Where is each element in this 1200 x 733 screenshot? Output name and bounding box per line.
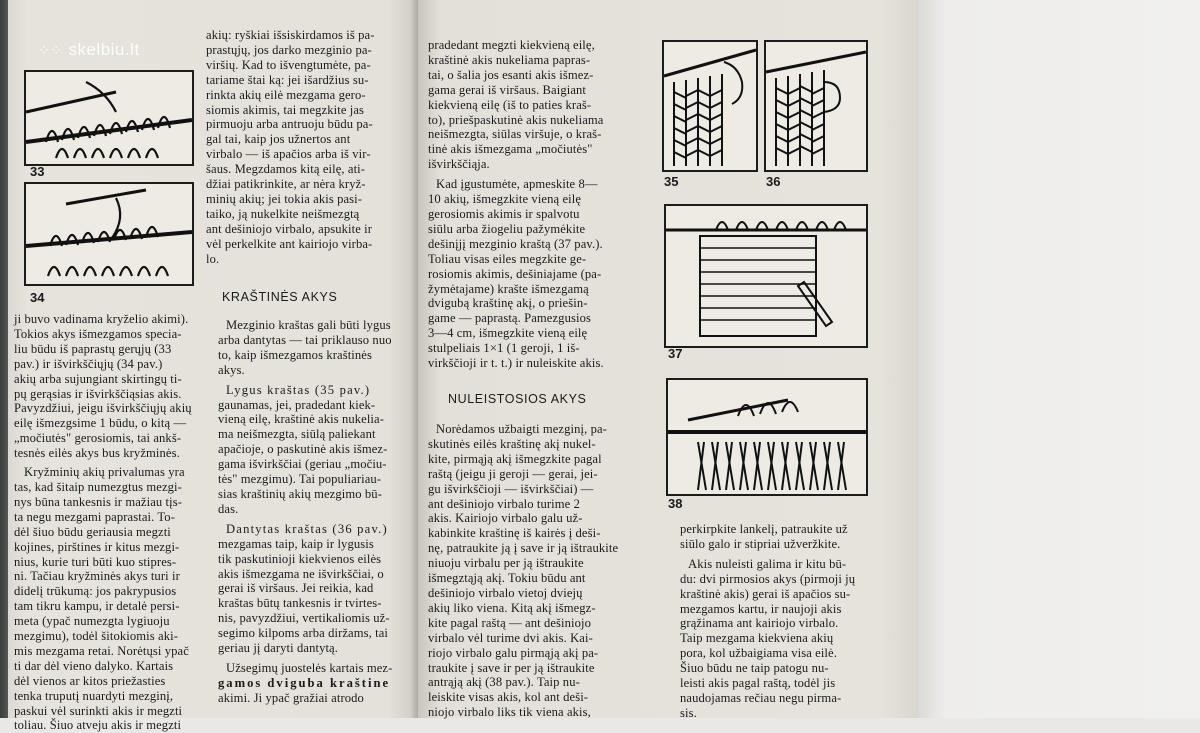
text-line: nę, patraukite ją į save ir ją ištraukite [428, 541, 619, 556]
text-line: paskui vėl surinkti akis ir megzti [14, 703, 183, 718]
text-line: nius, kurie turi būti kuo stipres- [14, 554, 177, 569]
text-line: ant dešiniojo virbalo turime 2 [428, 496, 580, 511]
figure-36 [764, 40, 868, 172]
text-line: arba dantytas — tai priklauso nuo [218, 332, 392, 347]
text-line: liu būdu iš paprastų gerųjų (33 [14, 341, 172, 356]
text-line: pradedant megzti kiekvieną eilę, [428, 38, 595, 52]
text-line: kiekvieną eilę (iš to paties kraš- [428, 97, 592, 112]
text-line: taiko, ją nukelkite neišmezgtą [206, 206, 360, 221]
figure-35-drawing [664, 42, 756, 170]
text-line: akių liko viena. Kitą akį išmegz- [428, 600, 596, 615]
text-line: kraštas būtų tankesnis ir tvirtes- [218, 596, 382, 611]
heading-nuleistosios-akys: NULEISTOSIOS AKYS [448, 392, 587, 406]
figure-38-drawing [668, 380, 866, 494]
text-line: siomis akimis, tai megzkite jas [206, 102, 365, 117]
text-line: Tokios akys išmezgamos specia- [14, 326, 182, 341]
right-column-2-text [680, 522, 904, 721]
left-column-1-text [14, 312, 206, 733]
text-line: sias kraštinių akių mezgimo bū- [218, 486, 382, 501]
text-line: akių arba sujungiant skirtingų ti- [14, 371, 182, 386]
text-line: gu išvirkščioji — išvirkščiai) — [428, 481, 594, 496]
figure-33-number: 33 [30, 164, 45, 179]
left-page [8, 0, 418, 733]
text-line: mis mezgama retai. Norėtųsi ypač [14, 643, 189, 658]
watermark-text: skelbiu.lt [68, 40, 140, 59]
text-line: akis išmezgama ne išvirkščiai, o [218, 566, 384, 581]
text-line: mezgimu), todėl šitokiomis aki- [14, 629, 178, 644]
text-line: nys būna tankesnis ir mažiau tįs- [14, 494, 183, 509]
text-line: tas, kad šitaip numezgtus mezgi- [14, 479, 182, 494]
figure-35-number: 35 [664, 174, 679, 189]
text-line: game — paprastą. Pamezgusios [428, 311, 591, 326]
text-line: šaus. Megzdamos kitą eilę, ati- [206, 162, 366, 177]
text-line: segimo kilpoms arba diržams, tai [218, 626, 389, 641]
text-line: rinkta akių eilė mezgama gero- [206, 87, 366, 102]
text-line: Kryžminių akių privalumas yra [24, 465, 185, 480]
text-line: Pavyzdžiui, jeigu išvirkščiųjų akių [14, 401, 192, 416]
text-line: nis, pavyzdžiui, vertikaliomis už- [218, 611, 390, 626]
text-line: viršių. Kad to išvengtumėte, pa- [206, 57, 371, 72]
text-line: traukite į save ir per ją ištraukite [428, 660, 595, 675]
text-line: virbalo vėl turime dvi akis. Kai- [428, 630, 593, 645]
text-line: vieną eilę, kraštinė akis nukelia- [218, 412, 385, 427]
text-line: stulpeliais 1×1 (1 geroji, 1 iš- [428, 341, 580, 356]
text-line: mezgamos kartu, ir naujoji akis [680, 601, 842, 616]
text-line: ant dešiniojo virbalo, apsukite ir [206, 221, 373, 236]
text-line: lo. [206, 251, 220, 266]
text-line: akys. [218, 362, 245, 377]
text-line: 3—4 cm, išmegzkite vieną eilę [428, 326, 588, 341]
text-line: gerosiomis akimis ir spalvotu [428, 206, 580, 221]
text-line: virkščioji ir t. t.) ir nuleiskite akis. [428, 356, 604, 371]
text-line: raštą (jeigu ji geroji — gerai, jei- [428, 466, 598, 481]
figure-37-number: 37 [668, 346, 683, 361]
figure-37 [664, 204, 868, 348]
figure-36-drawing [766, 42, 866, 170]
text-line: gamos dviguba kraštine [218, 675, 391, 690]
text-line: tariame štai ką: jei išardžius su- [206, 72, 369, 87]
text-line: akis. Kairiojo virbalo galu už- [428, 511, 583, 526]
right-column-1-text [428, 38, 650, 371]
text-line: Kad įgustumėte, apmeskite 8— [436, 177, 598, 192]
text-line: Toliau visas eiles megzkite ge- [428, 251, 587, 266]
watermark-logo-icon: ⁘⁘ [38, 42, 63, 58]
text-line: tinė akis išmezgama „močiutės" [428, 142, 593, 157]
text-line: Norėdamos užbaigti mezginį, pa- [436, 422, 607, 436]
figure-37-drawing [666, 206, 866, 346]
text-line: naudojamas rečiau negu pirma- [680, 690, 842, 705]
text-line: virbalo — iš apačios arba iš vir- [206, 147, 371, 162]
text-line: tam tikru kampu, ir detalė persi- [14, 599, 180, 614]
text-line: tai, o šalia jos esanti akis išmez- [428, 67, 594, 82]
text-line: išmegztąją akį. Tokiu būdu ant [428, 571, 586, 586]
text-line: to, kaip išmezgamos kraštinės [218, 347, 372, 362]
text-line: tik paskutinioji kiekvienos eilės [218, 551, 382, 566]
text-line: Mezginio kraštas gali būti lygus [226, 318, 391, 332]
text-line: gerai iš viršaus. Jei reikia, kad [218, 581, 374, 596]
text-line: kabinkite kraštinę iš kairės į deši- [428, 526, 601, 541]
text-line: dešinįjį mezginio kraštą (37 pav.). [428, 236, 603, 251]
text-line: žymėtajame) krašte išmezgamą [428, 281, 589, 296]
text-line: didelį trūkumą: jos pakrypusios [14, 584, 177, 599]
text-line: sis. [680, 705, 697, 720]
text-line: gama gerai iš viršaus. Baigiant [428, 82, 587, 97]
text-line: siūlu arba žiogeliu pažymėkite [428, 221, 586, 236]
text-line: „močiutės" gerosiomis, tai ankš- [14, 431, 182, 446]
text-line: eilę išmezgsime 1 būdu, o kitą — [14, 416, 187, 431]
text-line: riojo virbalo galu pirmąją akį pa- [428, 645, 599, 660]
text-line: toliau. Šiuo atveju akis ir megzti [14, 718, 182, 733]
text-line: akių: ryškiai išsiskirdamos iš pa- [206, 28, 375, 42]
text-line: kite pagal raštą — ant dešiniojo [428, 615, 592, 630]
text-line: apačioje, o paskutinė akis išmez- [218, 442, 388, 457]
text-line: išvirkščiąja. [428, 157, 490, 172]
right-page [418, 0, 918, 718]
text-line: niuoju virbalu per ją ištraukite [428, 556, 584, 571]
text-line: geriau jį daryti dantytą. [218, 641, 339, 656]
text-line: rosiomis akimis, dešiniajame (pa- [428, 266, 602, 281]
figure-33-drawing [26, 72, 192, 164]
text-line: niojo virbalo liks tik viena akis, [428, 705, 591, 720]
text-line: gal tai, kaip jos užnertos ant [206, 132, 351, 147]
watermark [38, 40, 140, 60]
text-line: 10 akių, išmegzkite vieną eilę [428, 192, 582, 207]
text-line: mezgamas taip, kaip ir lygusis [218, 536, 374, 551]
text-line: pora, kol užbaigiama visa eilė. [680, 646, 837, 661]
text-line: tenka truputį nuardyti mezginį, [14, 688, 174, 703]
text-line: kraštinė akis nukeliama papras- [428, 52, 591, 67]
text-line: Užsegimų juostelės kartais mez- [226, 660, 393, 675]
text-line: to), priešpaskutinė akis nukeliama [428, 112, 604, 127]
text-line: dėl šiuo būdu geriausia megzti [14, 524, 171, 539]
text-line: ti dar dėl vieno dalyko. Kartais [14, 658, 174, 673]
figure-35 [662, 40, 758, 172]
figure-34-drawing [26, 184, 192, 284]
text-line: džiai patikrinkite, ar nėra kryž- [206, 177, 366, 192]
text-line: kojines, pirštines ir kitus mezgi- [14, 539, 180, 554]
text-line: prastųjų, jos darko mezginio pa- [206, 42, 372, 57]
right-column-1-text-b [428, 422, 650, 720]
text-line: ta negu mezgami paprastai. To- [14, 509, 175, 524]
text-line: dvigubą kraštinę akį, o priešin- [428, 296, 588, 311]
text-line: perkirpkite lankelį, patraukite už [680, 522, 848, 536]
text-line: akimi. Ji ypač gražiai atrodo [218, 690, 364, 705]
text-line: antrąją akį (38 pav.). Taip nu- [428, 675, 580, 690]
text-line: ni. Tačiau kryžminės akys turi ir [14, 569, 180, 584]
text-line: vėl perkelkite ant kairiojo virba- [206, 236, 373, 251]
left-column-2-text [206, 28, 418, 267]
text-line: pų gerąsias ir išvirkščiąsias akis. [14, 386, 182, 401]
figure-34 [24, 182, 194, 286]
figure-34-number: 34 [30, 290, 45, 305]
text-line: skutinės eilės kraštinę akį nukel- [428, 436, 596, 451]
figure-38-number: 38 [668, 496, 683, 511]
figure-38 [666, 378, 868, 496]
text-line: pirmuoju arba antruoju būdu pa- [206, 117, 373, 132]
text-line: leisti akis pagal raštą, todėl jis [680, 676, 836, 691]
text-line: ji buvo vadinama kryželio akimi). [14, 312, 189, 326]
text-line: grąžinama ant kairiojo virbalo. [680, 616, 839, 631]
text-line: Taip mezgama kiekviena akių [680, 631, 834, 646]
text-line: tės" mezgimu). Tai populiariau- [218, 472, 382, 487]
text-line: ma neišmezgta, siūlą paliekant [218, 427, 376, 442]
text-line: gaunamas, jei, pradedant kiek- [218, 397, 376, 412]
text-line: pav.) ir išvirkščiųjų (34 pav.) [14, 356, 163, 371]
text-line: dėl vienos ar kitos priežasties [14, 673, 166, 688]
text-line: kite, pirmąją akį išmegzkite pagal [428, 451, 602, 466]
text-line: Šiuo būdu ne taip patogu nu- [680, 661, 829, 676]
text-line: gama išvirkščiai (geriau „močiu- [218, 457, 387, 472]
text-line: kraštinė akis) gerai iš apačios su- [680, 586, 851, 601]
figure-33 [24, 70, 194, 166]
text-line: minių akių; jei tokia akis pasi- [206, 191, 363, 206]
heading-krastines-akys: KRAŠTINĖS AKYS [222, 290, 338, 304]
text-line: dešiniojo virbalo vietoj dviejų [428, 585, 583, 600]
text-line: leiskite visas akis, kol ant deši- [428, 690, 589, 705]
text-line: meta (ypač numezgta lygiuoju [14, 614, 170, 629]
text-line: das. [218, 501, 239, 516]
text-line: Lygus kraštas (35 pav.) [226, 382, 371, 397]
table-surface [915, 0, 1200, 718]
text-line: du: dvi pirmosios akys (pirmoji jų [680, 571, 856, 586]
text-line: neišmezgta, siūlas viršuje, o kraš- [428, 127, 602, 142]
text-line: Akis nuleisti galima ir kitu bū- [688, 556, 847, 571]
text-line: siūlo galo ir stipriai užveržkite. [680, 536, 841, 551]
figure-36-number: 36 [766, 174, 781, 189]
text-line: Dantytas kraštas (36 pav.) [226, 521, 388, 536]
left-column-2-text-b [218, 318, 418, 706]
text-line: tesnės eilės akys bus kryžminės. [14, 446, 180, 461]
